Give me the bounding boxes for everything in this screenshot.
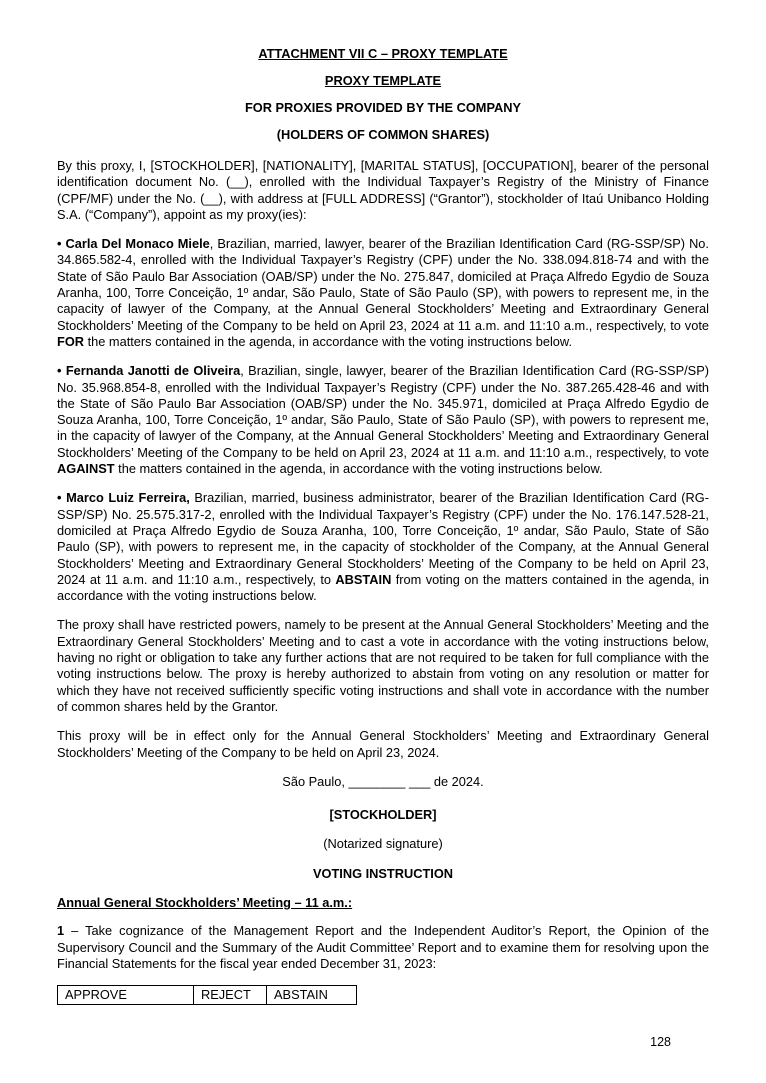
proxy-name-marco: • Marco Luiz Ferreira,	[57, 490, 190, 506]
proxy-template-title: PROXY TEMPLATE	[324, 73, 442, 88]
proxy-details-carla-after: the matters contained in the agenda, in accordance with the voting instructions below.	[84, 333, 573, 349]
proxy-name-carla: • Carla Del Monaco Miele	[57, 236, 210, 252]
effect-paragraph: This proxy will be in effect only for the Annual General Stockholders’ Meeting and Extraordinary General Stockholders’ Meeting of the Company to be held on April 23, 2024.	[57, 728, 709, 760]
vote-option-approve: APPROVE	[58, 986, 194, 1005]
vote-word-for: FOR	[57, 333, 85, 349]
stockholder-signature-placeholder: [STOCKHOLDER]	[329, 807, 437, 823]
vote-word-abstain: ABSTAIN	[335, 571, 392, 587]
instruction-item-text: – Take cognizance of the Management Report and the Independent Auditor’s Report, the Opinion of the Supervisory Council and the Summary of the Audit Committee’ Report and to examine them for resolving upon the Financial Statements for the fiscal year ended December 31, 2023:	[57, 923, 709, 971]
proxy-details-marco-after: from voting on the matters contained in the agenda, in accordance with the voting instructions below.	[57, 571, 709, 604]
proxy-item-marco	[57, 490, 709, 604]
proxy-item-carla	[57, 236, 709, 350]
attachment-title: ATTACHMENT VII C – PROXY TEMPLATE	[258, 46, 508, 61]
date-line: São Paulo, ________ ___ de 2024.	[282, 773, 484, 789]
vote-options-row	[58, 986, 357, 1005]
page-number: 128	[650, 1035, 671, 1049]
vote-word-against: AGAINST	[57, 461, 115, 477]
intro-paragraph: By this proxy, I, [STOCKHOLDER], [NATIONALITY], [MARITAL STATUS], [OCCUPATION], bearer of the personal identification document No. (__), enrolled with the Individual Taxpayer’s Registry of the Ministry of Finance (CPF/MF) under the No. (__), with address at [FULL ADDRESS] (“Grantor”), stockholder of Itaú Unibanco Holding S.A. (“Company”), appoint as my proxy(ies):	[57, 158, 709, 222]
annual-meeting-heading: Annual General Stockholders’ Meeting – 11 a.m.:	[57, 894, 353, 910]
restricted-powers-paragraph: The proxy shall have restricted powers, namely to be present at the Annual General Stockholders’ Meeting and the Extraordinary General Stockholders’ Meeting and to cast a vote in accordance with the voting instructions below, having no right or obligation to take any further actions that are not required to be taken for full compliance with the voting instructions below. The proxy is hereby authorized to abstain from voting on any resolution or matter for which they have not received sufficiently specific voting instructions and shall vote in accordance with the number of common shares held by the Grantor.	[57, 617, 709, 714]
instruction-item-1	[57, 923, 709, 972]
voting-instruction-heading: VOTING INSTRUCTION	[312, 865, 454, 881]
proxy-item-fernanda	[57, 363, 709, 477]
holders-subtitle: (HOLDERS OF COMMON SHARES)	[276, 127, 490, 142]
proxy-details-fernanda-after: the matters contained in the agenda, in accordance with the voting instructions below.	[114, 461, 603, 477]
proxy-name-fernanda: • Fernanda Janotti de Oliveira	[57, 363, 241, 379]
vote-option-reject: REJECT	[194, 986, 267, 1005]
proxy-details-carla: , Brazilian, married, lawyer, bearer of the Brazilian Identification Card (RG-SSP/SP) No. 34.865.582-4, enrolled with the Individual Taxpayer’s Registry (CPF) under the No. 338.094.818-74 and with the State of São Paulo Bar Association (OAB/SP) under the No. 275.847, domiciled at Praça Alfredo Egydio de Souza Aranha, 100, Torre Conceição, 1º andar, São Paulo, State of São Paulo (SP), with powers to represent me, in the capacity of lawyer of the Company, at the Annual General Stockholders’ Meeting and Extraordinary General Stockholders’ Meeting of the Company to be held on April 23, 2024 at 11 a.m. and 11:10 a.m., respectively, to vote	[57, 236, 709, 333]
vote-options-table	[57, 985, 357, 1005]
notarized-signature-note: (Notarized signature)	[323, 836, 443, 852]
vote-option-abstain: ABSTAIN	[267, 986, 357, 1005]
proxy-details-fernanda: , Brazilian, single, lawyer, bearer of the Brazilian Identification Card (RG-SSP/SP) No. 35.968.854-8, enrolled with the Individual Taxpayer’s Registry (CPF) under the No. 387.265.428-46 and with the State of São Paulo Bar Association (OAB/SP) under the No. 345.971, domiciled at Praça Alfredo Egydio de Souza Aranha, 100, Torre Conceição, 1º andar, São Paulo, State of São Paulo (SP), with powers to represent me, in the capacity of lawyer of the Company, at the Annual General Stockholders’ Meeting and Extraordinary General Stockholders’ Meeting of the Company to be held on April 23, 2024 at 11 a.m. and 11:10 a.m., respectively, to vote	[57, 363, 709, 460]
proxies-provided-subtitle: FOR PROXIES PROVIDED BY THE COMPANY	[244, 100, 522, 115]
instruction-item-number: 1	[57, 923, 65, 939]
proxy-details-marco: Brazilian, married, business administrator, bearer of the Brazilian Identification Card (RG-SSP/SP) No. 25.575.317-2, enrolled with the Individual Taxpayer’s Registry (CPF) under the No. 176.147.528-21, domiciled at Praça Alfredo Egydio de Souza Aranha, 100, Torre Conceição, 1º andar, São Paulo, State of São Paulo (SP), with powers to represent me, in the capacity of stockholder of the Company, at the Annual General Stockholders’ Meeting and Extraordinary General Stockholders’ Meeting of the Company to be held on April 23, 2024 at 11 a.m. and 11:10 a.m., respectively, to	[57, 490, 709, 587]
